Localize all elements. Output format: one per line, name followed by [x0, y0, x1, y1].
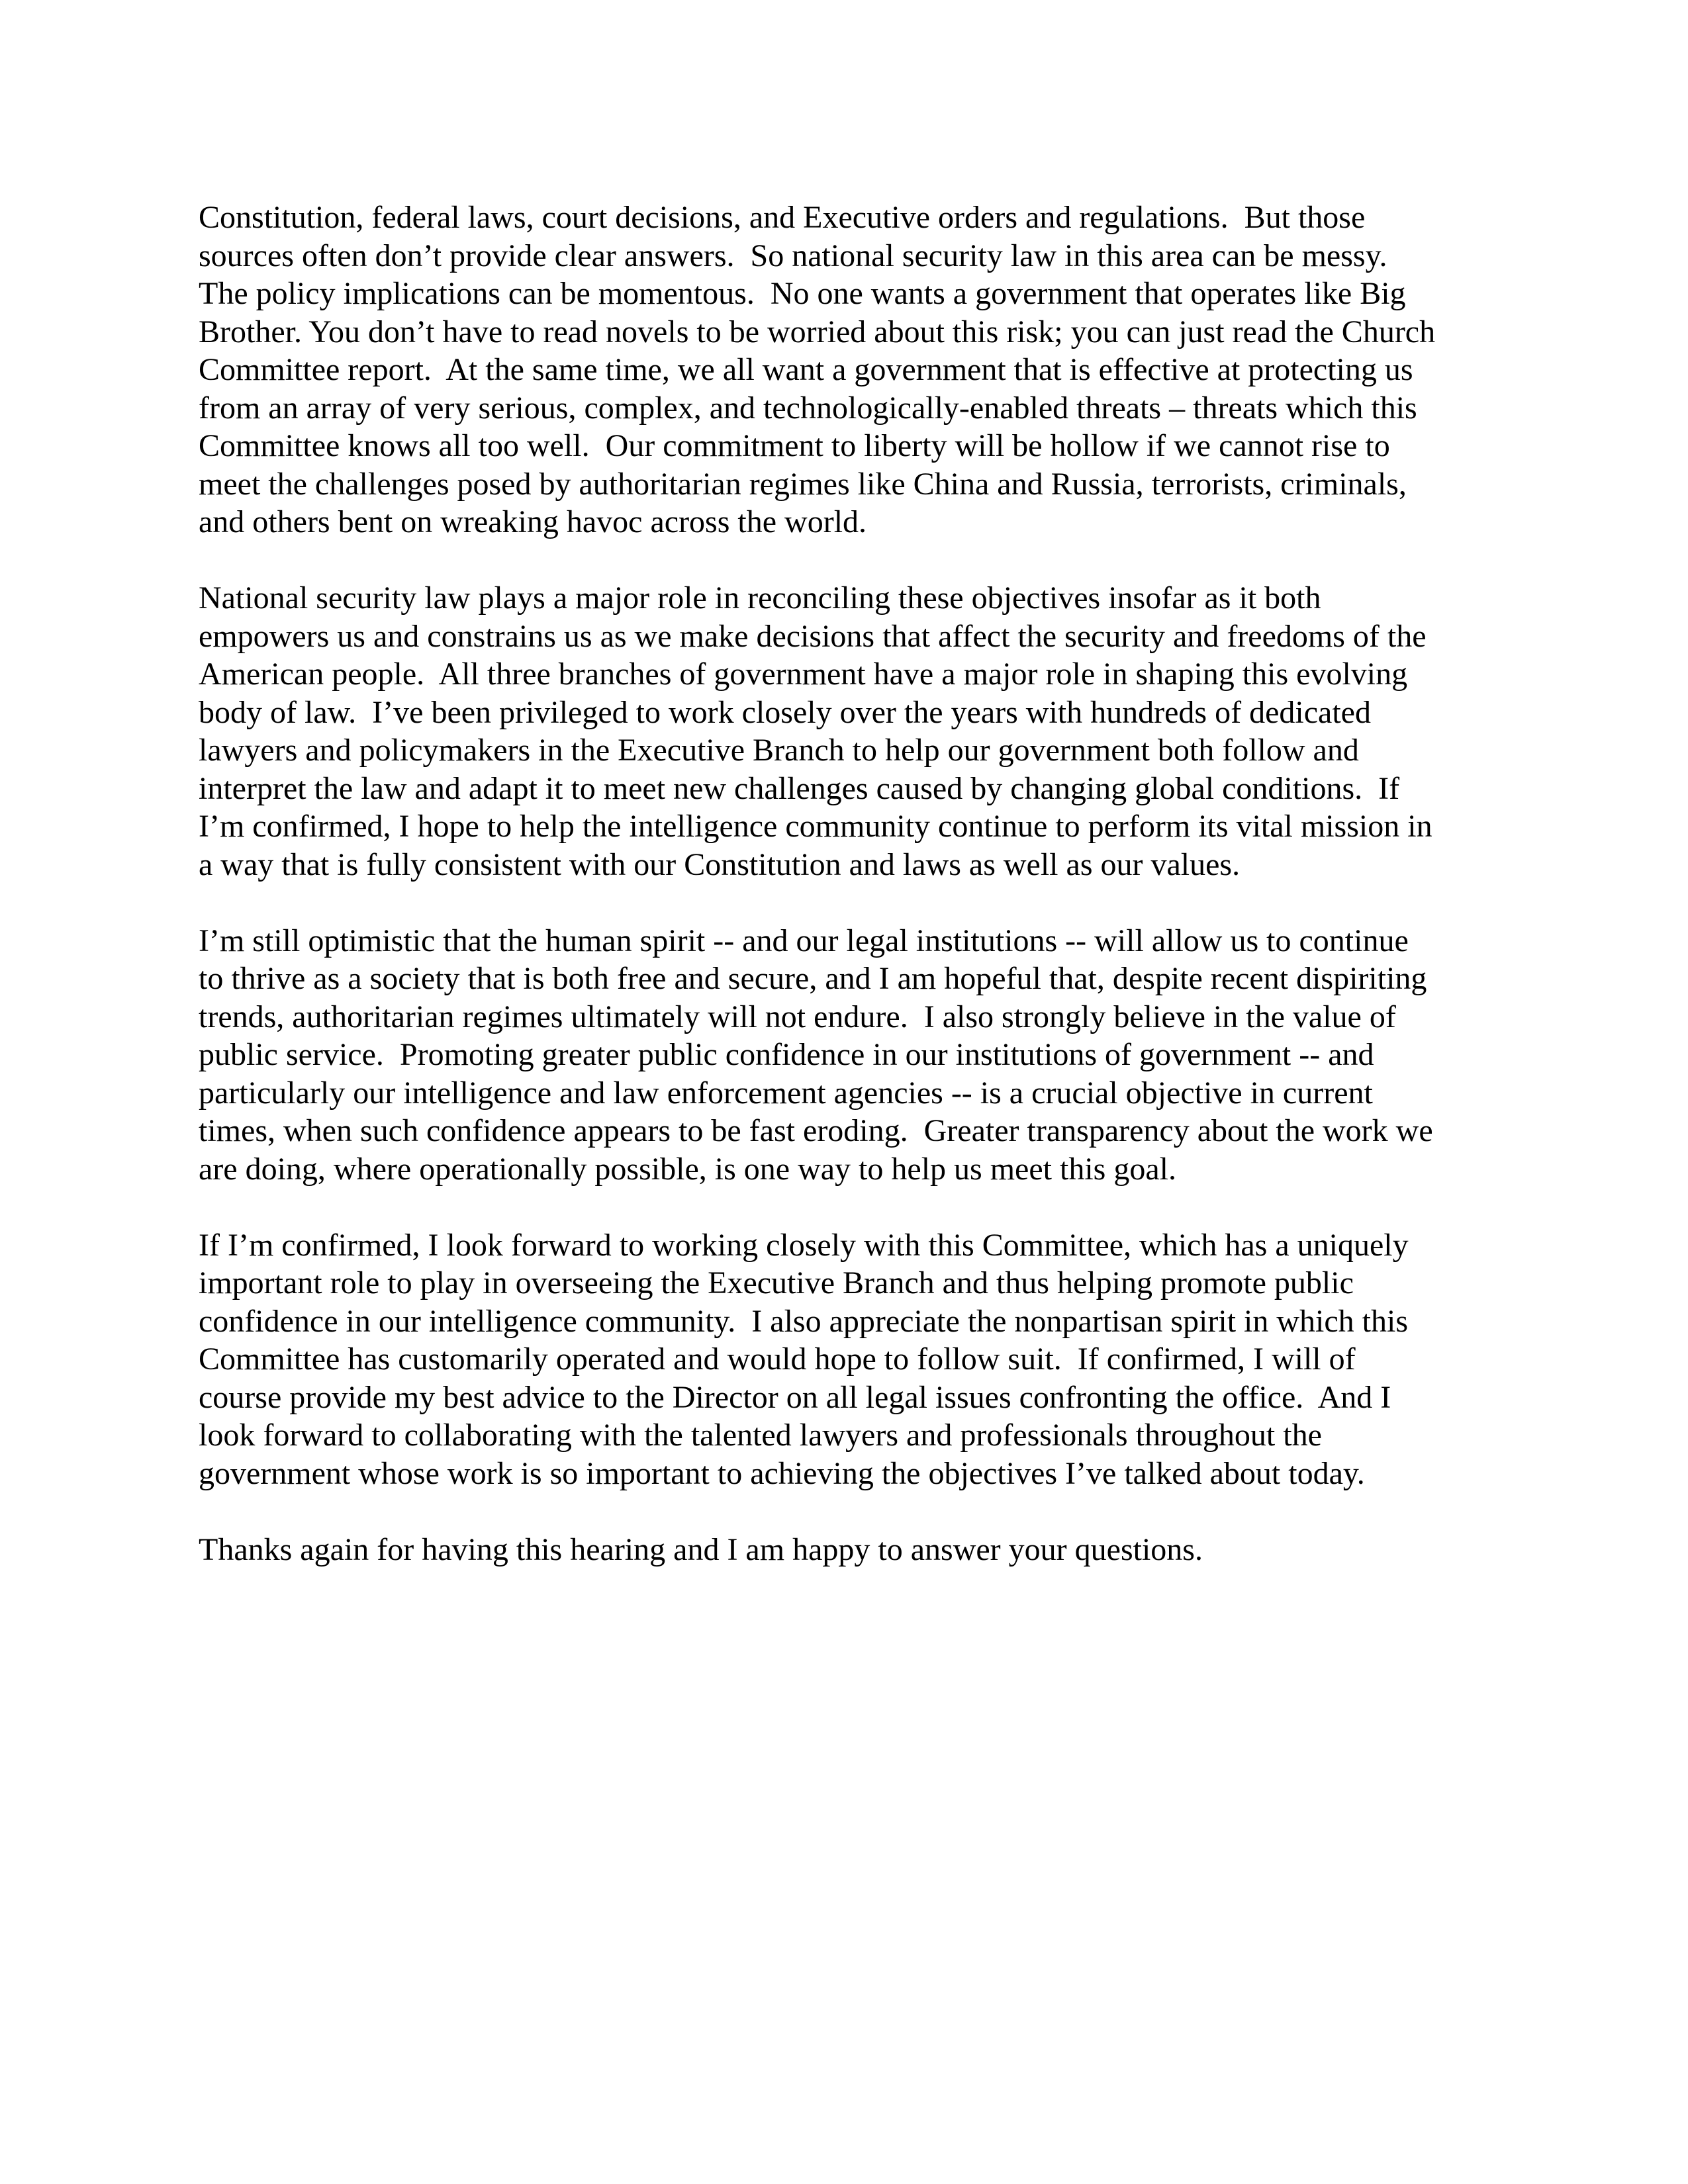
text-line: trends, authoritarian regimes ultimately will not endure. I also strongly believe in the value of — [199, 999, 1396, 1034]
text-line: confidence in our intelligence community. I also appreciate the nonpartisan spirit in which this — [199, 1303, 1409, 1339]
text-line: Constitution, federal laws, court decisions, and Executive orders and regulations. But those — [199, 200, 1366, 235]
text-line: Committee report. At the same time, we all want a government that is effective at protecting us — [199, 352, 1413, 387]
text-line: American people. All three branches of government have a major role in shaping this evolving — [199, 657, 1408, 692]
text-line: are doing, where operationally possible, is one way to help us meet this goal. — [199, 1151, 1176, 1187]
text-line: Committee knows all too well. Our commitment to liberty will be hollow if we cannot rise to — [199, 428, 1390, 463]
paragraph-1 — [199, 199, 1523, 541]
text-line: National security law plays a major role in reconciling these objectives insofar as it both — [199, 580, 1321, 615]
paragraph-4 — [199, 1226, 1523, 1493]
text-line: and others bent on wreaking havoc across the world. — [199, 504, 867, 539]
text-line: particularly our intelligence and law enforcement agencies -- is a crucial objective in current — [199, 1075, 1373, 1111]
text-line: I’m confirmed, I hope to help the intelligence community continue to perform its vital mission in — [199, 809, 1432, 844]
text-line: from an array of very serious, complex, and technologically-enabled threats – threats which this — [199, 390, 1417, 426]
text-line: Committee has customarily operated and would hope to follow suit. If confirmed, I will of — [199, 1342, 1356, 1377]
text-line: Brother. You don’t have to read novels to be worried about this risk; you can just read the Church — [199, 314, 1436, 349]
text-line: empowers us and constrains us as we make decisions that affect the security and freedoms of the — [199, 618, 1427, 654]
document-page — [199, 199, 1523, 1607]
paragraph-2 — [199, 579, 1523, 884]
text-line: course provide my best advice to the Director on all legal issues confronting the office. And I — [199, 1379, 1391, 1415]
text-line: interpret the law and adapt it to meet new challenges caused by changing global conditions. If — [199, 770, 1400, 806]
text-line: meet the challenges posed by authoritarian regimes like China and Russia, terrorists, criminals, — [199, 466, 1407, 502]
text-line: government whose work is so important to achieving the objectives I’ve talked about today. — [199, 1455, 1365, 1491]
text-line: If I’m confirmed, I look forward to working closely with this Committee, which has a uniquely — [199, 1227, 1409, 1263]
text-line: body of law. I’ve been privileged to work closely over the years with hundreds of dedicated — [199, 694, 1371, 730]
text-line: a way that is fully consistent with our Constitution and laws as well as our values. — [199, 846, 1241, 882]
text-line: I’m still optimistic that the human spirit -- and our legal institutions -- will allow us to continue — [199, 923, 1409, 958]
text-line: lawyers and policymakers in the Executive Branch to help our government both follow and — [199, 733, 1359, 768]
text-line: to thrive as a society that is both free and secure, and I am hopeful that, despite recent dispiriting — [199, 961, 1427, 996]
text-line: sources often don’t provide clear answers. So national security law in this area can be messy. — [199, 238, 1387, 273]
text-line: The policy implications can be momentous. No one wants a government that operates like Big — [199, 276, 1406, 311]
paragraph-3 — [199, 922, 1523, 1189]
paragraph-5-closing — [199, 1531, 1523, 1569]
text-line: public service. Promoting greater public confidence in our institutions of government -- and — [199, 1037, 1374, 1072]
text-line: important role to play in overseeing the Executive Branch and thus helping promote public — [199, 1265, 1354, 1300]
text-line: look forward to collaborating with the talented lawyers and professionals throughout the — [199, 1418, 1322, 1453]
text-line: Thanks again for having this hearing and I am happy to answer your questions. — [199, 1531, 1203, 1567]
text-line: times, when such confidence appears to be fast eroding. Greater transparency about the work we — [199, 1113, 1433, 1148]
